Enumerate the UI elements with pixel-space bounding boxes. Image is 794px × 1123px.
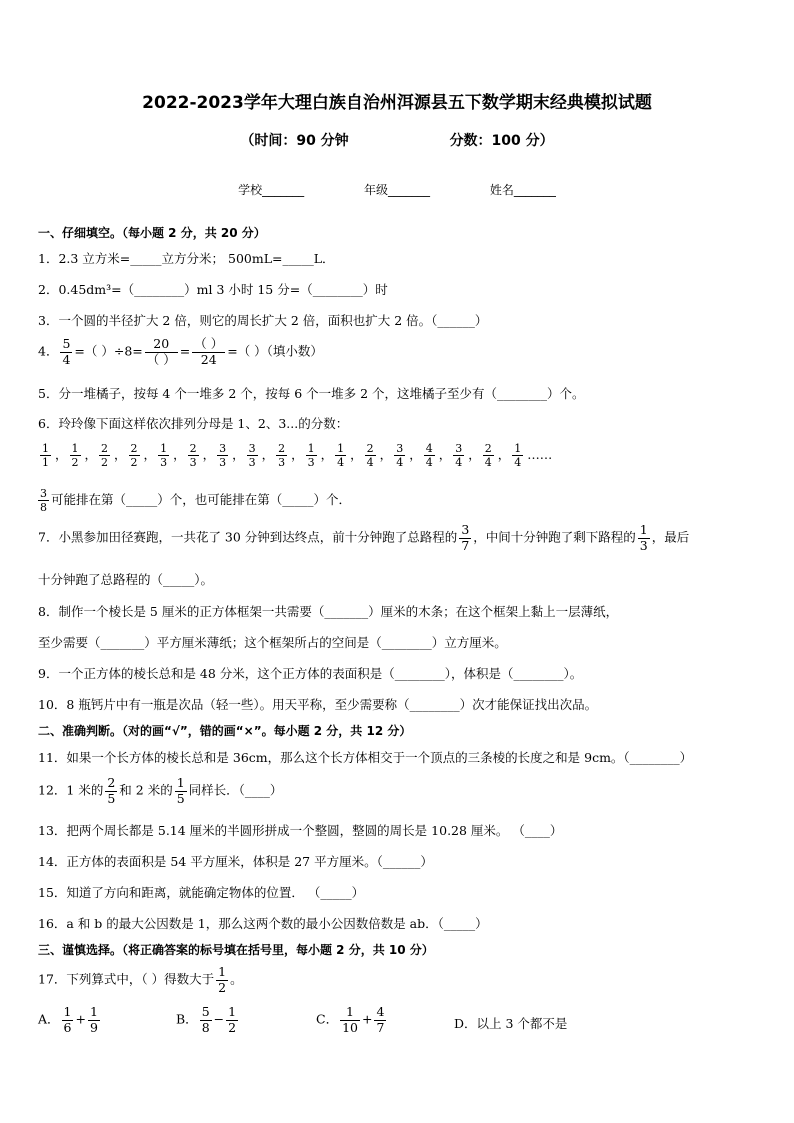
separator: ，	[84, 447, 98, 462]
sequence-fraction: $\frac{4}{4}$	[425, 442, 433, 469]
sequence-fraction: $\frac{3}{3}$	[248, 442, 256, 469]
separator: ，	[202, 447, 216, 462]
sequence-fraction: $\frac{2}{3}$	[189, 442, 197, 469]
option-d: D．以上 3 个都不是	[454, 1016, 568, 1031]
fraction-sequence	[38, 443, 552, 468]
separator: ……	[527, 447, 553, 462]
question-13: 13．把两个周长都是 5.14 厘米的半圆形拼成一个整圆，整圆的周长是 10.28 厘米。 （____）	[38, 823, 563, 838]
school-field: 学校_______	[238, 183, 305, 197]
question-9: 9．一个正方体的棱长总和是 48 分米，这个正方体的表面积是（________），体积是（________）。	[38, 666, 583, 681]
fraction: $\frac{2}{5}$	[107, 775, 116, 806]
fraction: $\frac{1}{9}$	[89, 1004, 98, 1035]
question-16: 16．a 和 b 的最大公因数是 1，那么这两个数的最小公因数倍数是 ab．（_____）	[38, 916, 488, 931]
fraction: $\frac{20}{( )}$	[146, 336, 176, 367]
sequence-fraction: $\frac{1}{2}$	[71, 442, 79, 469]
separator: ，	[320, 447, 334, 462]
sequence-fraction: $\frac{2}{4}$	[484, 442, 492, 469]
question-5: 5．分一堆橘子，按每 4 个一堆多 2 个，按每 6 个一堆多 2 个，这堆橘子至少有（________）个。	[38, 386, 585, 401]
fraction: $\frac{3}{7}$	[461, 522, 470, 553]
fraction: $\frac{4}{7}$	[376, 1004, 385, 1035]
sequence-fraction: $\frac{1}{1}$	[42, 442, 49, 469]
separator: ，	[350, 447, 363, 462]
fraction: $\frac{1}{2}$	[218, 964, 227, 995]
separator: ，	[173, 447, 186, 462]
question-6: 6．玲玲像下面这样依次排列分母是 1、2、3...的分数：	[38, 416, 349, 431]
separator: ，	[114, 447, 127, 462]
question-4: 4． $\frac{5}{4}$ =（ ）÷8= $\frac{20}{( )}$ = $\frac{( )}{24}$ =（ ）（填小数）	[38, 336, 323, 367]
separator: ，	[438, 447, 452, 462]
question-10: 10．8 瓶钙片中有一瓶是次品（轻一些）。用天平称，至少需要称（________）次才能保证找出次品。	[38, 697, 598, 712]
exam-time: （时间：90 分钟	[240, 133, 349, 149]
sequence-fraction: $\frac{3}{4}$	[455, 442, 463, 469]
question-17: 17．下列算式中，（ ）得数大于 $\frac{1}{2}$ 。	[38, 964, 243, 995]
section-3-heading: 三、谨慎选择。（将正确答案的标号填在括号里，每小题 2 分，共 10 分）	[38, 943, 434, 957]
student-info	[0, 181, 794, 198]
sequence-fraction: $\frac{1}{3}$	[307, 442, 315, 469]
option-a: A． $\frac{1}{6}$ + $\frac{1}{9}$	[38, 1004, 98, 1035]
question-8-line-2: 至少需要（_______）平方厘米薄纸；这个框架所占的空间是（________）立方厘米。	[38, 635, 507, 650]
question-1: 1．2.3 立方米=_____立方分米； 500mL=_____L．	[38, 251, 335, 266]
sequence-fraction: $\frac{2}{2}$	[130, 442, 138, 469]
sequence-fraction: $\frac{2}{2}$	[101, 442, 109, 469]
exam-score: 分数：100 分）	[449, 133, 554, 149]
separator: ，	[497, 447, 511, 462]
separator: ，	[379, 447, 393, 462]
separator: ，	[409, 447, 422, 462]
sequence-fraction: $\frac{3}{3}$	[219, 442, 227, 469]
question-number: 4．	[38, 343, 59, 359]
separator: ，	[232, 447, 245, 462]
section-2-heading: 二、准确判断。（对的画“√”，错的画“×”。每小题 2 分，共 12 分）	[38, 724, 412, 738]
fraction: $\frac{1}{5}$	[176, 775, 185, 806]
sequence-fraction: $\frac{2}{4}$	[366, 442, 374, 469]
option-c: C． $\frac{1}{10}$ + $\frac{4}{7}$	[316, 1004, 385, 1035]
question-7-line-2: 十分钟跑了总路程的（_____）。	[38, 572, 214, 587]
separator: ，	[261, 447, 275, 462]
question-7: 7．小黑参加田径赛跑，一共花了 30 分钟到达终点，前十分钟跑了总路程的 $\frac{3}{7}$ ，中间十分钟跑了剩下路程的 $\frac{1}{3}$ ，最后	[38, 522, 690, 553]
separator: ，	[143, 447, 157, 462]
separator: ，	[291, 447, 304, 462]
sequence-fraction: $\frac{1}{4}$	[337, 442, 345, 469]
fraction: $\frac{1}{2}$	[228, 1004, 237, 1035]
sequence-fraction: $\frac{3}{4}$	[396, 442, 404, 469]
question-11: 11．如果一个长方体的棱长总和是 36cm，那么这个长方体相交于一个顶点的三条棱的长度之和是 9cm。（________）	[38, 750, 693, 765]
section-1-heading: 一、仔细填空。（每小题 2 分，共 20 分）	[38, 226, 266, 240]
sequence-fraction: $\frac{2}{3}$	[278, 442, 286, 469]
question-12: 12．1 米的 $\frac{2}{5}$ 和 2 米的 $\frac{1}{5}$ 同样长．（____）	[38, 775, 283, 806]
name-field: 姓名_______	[489, 183, 556, 197]
question-2: 2．0.45dm³=（________）ml 3 小时 15 分=（________）时	[38, 282, 388, 297]
fraction: $\frac{3}{8}$	[40, 487, 47, 514]
question-15: 15．知道了方向和距离，就能确定物体的位置． （_____）	[38, 885, 365, 900]
fraction: $\frac{5}{8}$	[201, 1004, 210, 1035]
question-6-continued: $\frac{3}{8}$ 可能排在第（_____）个，也可能排在第（_____）个．	[40, 487, 352, 514]
sequence-fraction: $\frac{1}{4}$	[514, 442, 522, 469]
exam-meta	[0, 130, 794, 150]
question-3: 3．一个圆的半径扩大 2 倍，则它的周长扩大 2 倍，面积也扩大 2 倍。（______）	[38, 313, 488, 328]
grade-field: 年级_______	[363, 183, 430, 197]
question-8: 8．制作一个棱长是 5 厘米的正方体框架一共需要（_______）厘米的木条；在这个框架上黏上一层薄纸，	[38, 604, 619, 619]
sequence-fraction: $\frac{1}{3}$	[160, 442, 168, 469]
fraction: $\frac{1}{6}$	[63, 1004, 72, 1035]
separator: ，	[468, 447, 481, 462]
exam-title: 2022-2023学年大理白族自治州洱源县五下数学期末经典模拟试题	[142, 93, 652, 113]
question-14: 14．正方体的表面积是 54 平方厘米，体积是 27 平方厘米。（______）	[38, 854, 433, 869]
option-b: B． $\frac{5}{8}$ − $\frac{1}{2}$	[176, 1004, 237, 1035]
fraction: $\frac{5}{4}$	[62, 336, 71, 367]
separator: ，	[55, 447, 68, 462]
fraction: $\frac{( )}{24}$	[194, 336, 224, 367]
fraction: $\frac{1}{10}$	[342, 1004, 358, 1035]
fraction: $\frac{1}{3}$	[639, 522, 648, 553]
